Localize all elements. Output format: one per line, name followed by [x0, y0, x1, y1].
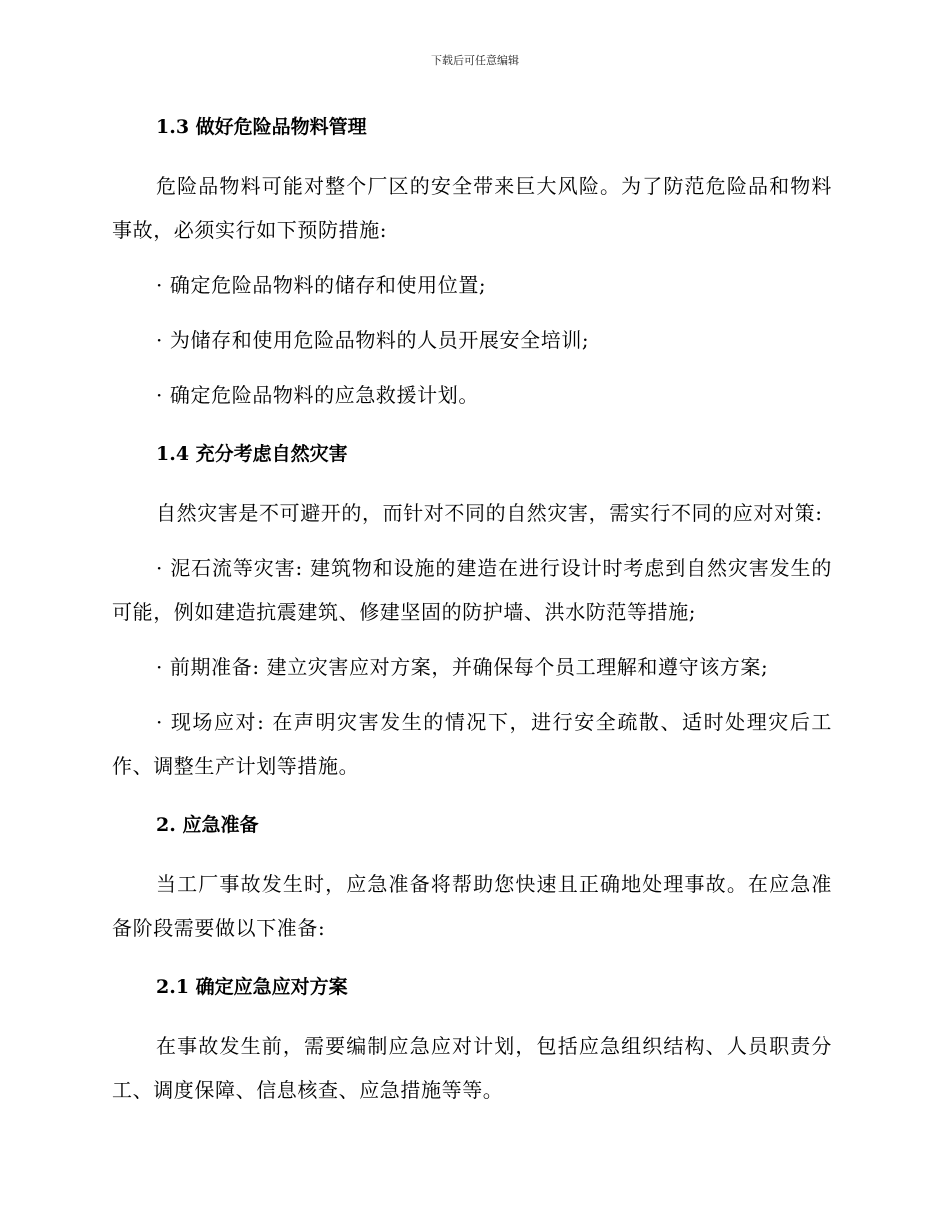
section-1-4-bullet-1: · 泥石流等灾害: 建筑物和设施的建造在进行设计时考虑到自然灾害发生的可能，例如建造抗震建筑、修建坚固的防护墙、洪水防范等措施; — [112, 556, 832, 624]
document-body — [112, 110, 832, 1112]
section-1-3-bullet-2: · 为储存和使用危险品物料的人员开展安全培训; — [156, 328, 590, 352]
section-heading-2-1: 2.1 确定应急应对方案 — [156, 976, 348, 998]
section-2-intro: 当工厂事故发生时，应急准备将帮助您快速且正确地处理事故。在应急准备阶段需要做以下准备: — [112, 872, 832, 940]
section-1-3-intro: 危险品物料可能对整个厂区的安全带来巨大风险。为了防范危险品和物料事故，必须实行如下预防措施: — [112, 174, 832, 242]
section-1-4-bullet-2: · 前期准备: 建立灾害应对方案，并确保每个员工理解和遵守该方案; — [156, 655, 769, 679]
section-heading-2: 2. 应急准备 — [156, 814, 259, 836]
section-1-4-bullet-3: · 现场应对: 在声明灾害发生的情况下，进行安全疏散、适时处理灾后工作、调整生产计划等措施。 — [112, 710, 832, 778]
section-2-1-intro: 在事故发生前，需要编制应急应对计划，包括应急组织结构、人员职责分工、调度保障、信息核查、应急措施等等。 — [112, 1034, 832, 1102]
section-heading-1-3: 1.3 做好危险品物料管理 — [156, 116, 367, 138]
page-header: 下载后可任意编辑 — [431, 54, 519, 67]
section-1-4-intro: 自然灾害是不可避开的，而针对不同的自然灾害，需实行不同的应对对策: — [156, 501, 823, 525]
section-heading-1-4: 1.4 充分考虑自然灾害 — [156, 443, 348, 465]
section-1-3-bullet-3: · 确定危险品物料的应急救援计划。 — [156, 383, 479, 407]
section-1-3-bullet-1: · 确定危险品物料的储存和使用位置; — [156, 273, 487, 297]
